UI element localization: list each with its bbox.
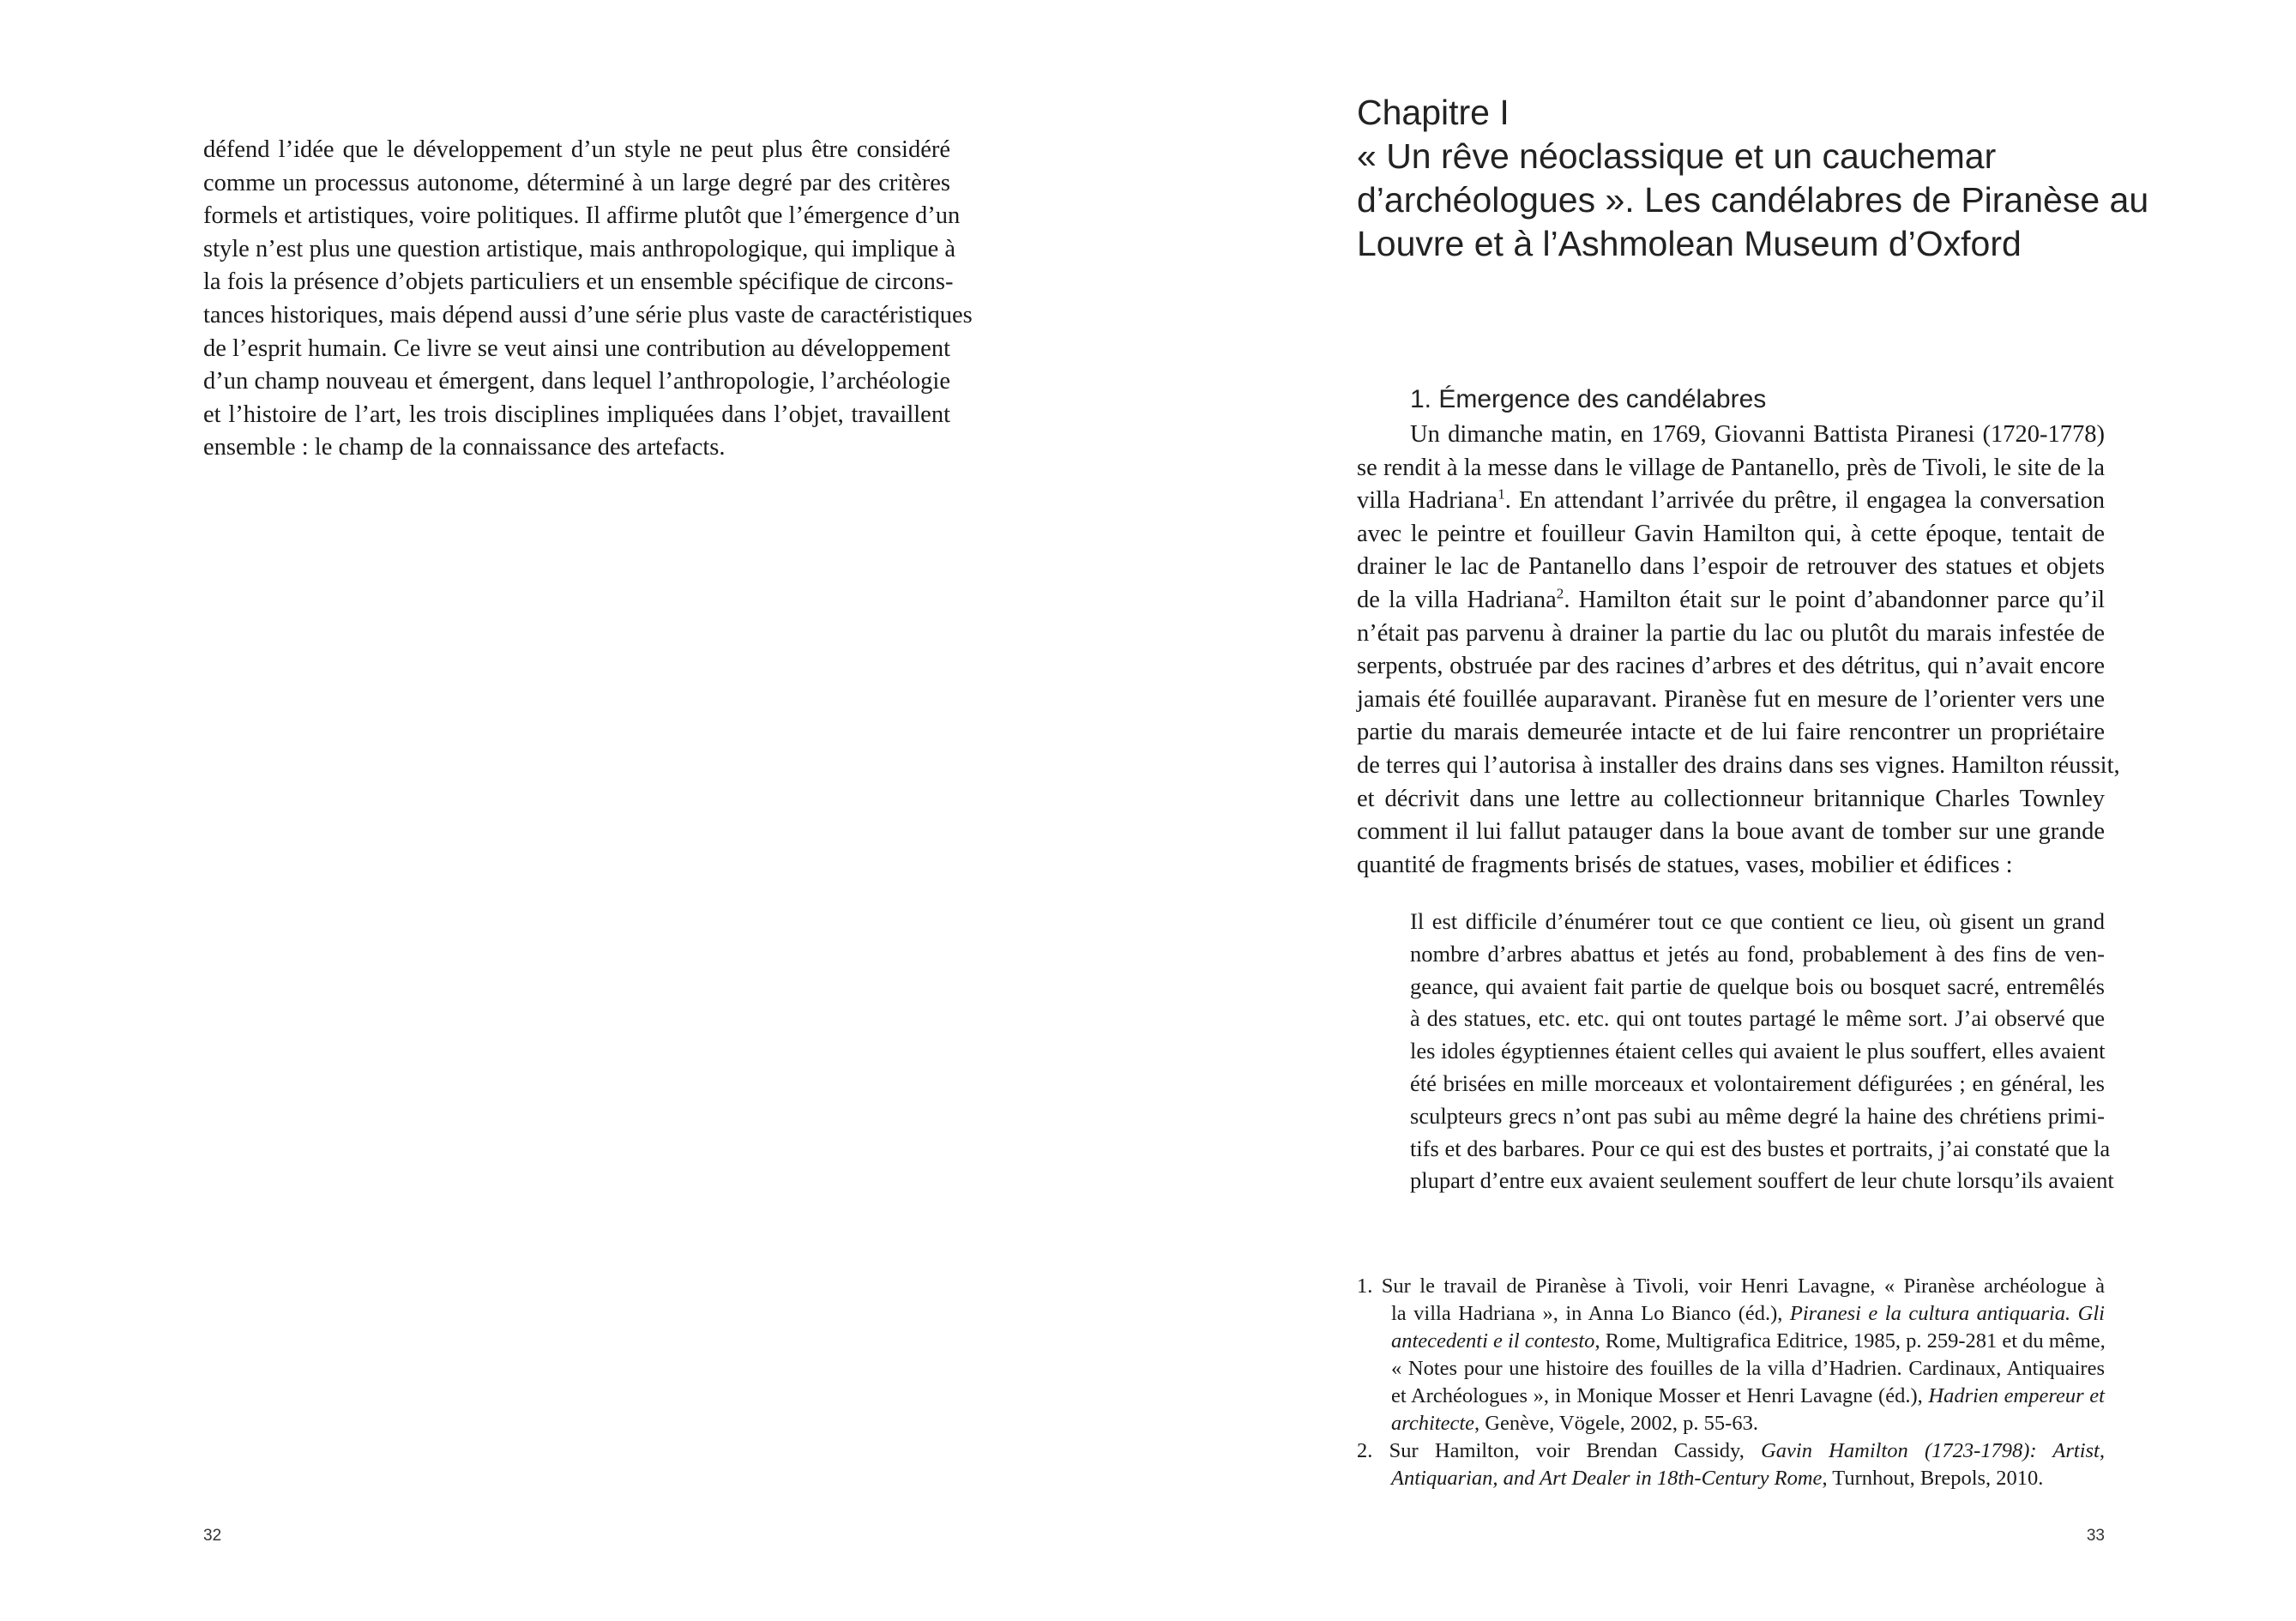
title-line: Louvre et à l’Ashmolean Museum d’Oxford: [1357, 224, 2022, 263]
text-segment: , Genève, Vögele, 2002, p. 55-63.: [1474, 1412, 1758, 1435]
footnote-ref: 1: [1498, 485, 1505, 503]
text-line: formels et artistiques, voire politiques. Il affirme plutôt que l’émergence d’un: [203, 202, 961, 230]
text-line: [1357, 452, 2105, 485]
text-segment: jamais été fouillée auparavant. Piranèse fut en mesure de l’orienter vers une: [1357, 685, 2105, 713]
text-line: [1357, 1410, 2105, 1437]
text-line: [1357, 816, 2105, 849]
text-segment: n’était pas parvenu à drainer la partie du lac ou plutôt du marais infestée de: [1357, 619, 2105, 647]
text-line: [1357, 849, 2105, 883]
quote-line: Il est difficile d’énumérer tout ce que contient ce lieu, où gisent un grand: [1410, 908, 2105, 934]
text-line: [1357, 1355, 2105, 1383]
text-line: [1357, 1383, 2105, 1410]
footnote: [1357, 1437, 2105, 1492]
text-segment: et Archéologues », in Monique Mosser et Henri Lavagne (éd.),: [1391, 1384, 1929, 1407]
quote-line: les idoles égyptiennes étaient celles qui avaient le plus souffert, elles avaient: [1410, 1038, 2106, 1064]
text-segment: . Hamilton était sur le point d’abandonner parce qu’il: [1564, 586, 2105, 613]
chapter-title: [1357, 91, 2149, 266]
text-line: [1357, 650, 2105, 684]
right-body-text: [1357, 419, 2120, 882]
quote-line: geance, qui avaient fait partie de quelque bois ou bosquet sacré, entremêlés: [1410, 973, 2105, 999]
text-segment: Antiquarian, and Art Dealer in 18th-Century Rome: [1391, 1467, 1823, 1490]
text-line: d’un champ nouveau et émergent, dans lequel l’anthropologie, l’archéologie: [203, 368, 950, 395]
section-heading: 1. Émergence des candélabres: [1410, 385, 1767, 413]
quote-line: nombre d’arbres abattus et jetés au fond, probablement à des fins de ven-: [1410, 940, 2105, 967]
text-line: [1357, 485, 2105, 518]
text-segment: serpents, obstruée par des racines d’arbres et des détritus, qui n’avait encore: [1357, 653, 2105, 680]
text-line: [1357, 1465, 2105, 1492]
text-segment: avec le peintre et fouilleur Gavin Hamilton qui, à cette époque, tentait de: [1357, 520, 2105, 547]
title-line: « Un rêve néoclassique et un cauchemar: [1357, 136, 1997, 176]
text-segment: comment il lui fallut patauger dans la boue avant de tomber sur une grande: [1357, 818, 2105, 846]
text-segment: 2. Sur Hamilton, voir Brendan Cassidy,: [1357, 1439, 1762, 1462]
text-line: [1357, 684, 2105, 717]
text-segment: antecedenti e il contesto: [1391, 1329, 1595, 1353]
text-segment: drainer le lac de Pantanello dans l’espoir de retrouver des statues et objets: [1357, 553, 2105, 581]
text-segment: . En attendant l’arrivée du prêtre, il engagea la conversation: [1504, 487, 2105, 515]
page-number-right: 33: [2086, 1527, 2105, 1545]
text-segment: Un dimanche matin, en 1769, Giovanni Battista Piranesi (1720-1778): [1410, 421, 2105, 448]
footnote: [1357, 1273, 2105, 1437]
text-line: la fois la présence d’objets particuliers et un ensemble spécifique de circons-: [203, 268, 954, 296]
text-segment: de terres qui l’autorisa à installer des drains dans ses vignes. Hamilton réussit,: [1357, 751, 2120, 779]
text-segment: de la villa Hadriana: [1357, 586, 1557, 613]
text-segment: se rendit à la messe dans le village de Pantanello, près de Tivoli, le site de la: [1357, 454, 2105, 481]
text-segment: villa Hadriana: [1357, 487, 1498, 515]
text-line: comme un processus autonome, déterminé à un large degré par des critères: [203, 169, 950, 196]
quote-line: sculpteurs grecs n’ont pas subi au même degré la haine des chrétiens primi-: [1410, 1102, 2105, 1129]
text-line: [1357, 551, 2105, 584]
text-line: [1357, 419, 2105, 452]
text-segment: et décrivit dans une lettre au collectionneur britannique Charles Townley: [1357, 785, 2105, 812]
text-line: et l’histoire de l’art, les trois disciplines impliquées dans l’objet, travaillent: [203, 401, 950, 428]
block-quote: [1410, 906, 2114, 1197]
text-segment: Hadrien empereur et: [1928, 1384, 2105, 1407]
text-segment: Gavin Hamilton (1723-1798): Artist,: [1761, 1439, 2105, 1462]
text-line: [1357, 1328, 2105, 1355]
text-segment: « Notes pour une histoire des fouilles de la villa d’Hadrien. Cardinaux, Antiquaires: [1391, 1357, 2105, 1380]
quote-line: plupart d’entre eux avaient seulement souffert de leur chute lorsqu’ils avaient: [1410, 1167, 2114, 1194]
text-line: [1357, 1437, 2105, 1465]
footnotes: [1357, 1273, 2105, 1492]
text-line: [1357, 1300, 2105, 1328]
text-segment: 1. Sur le travail de Piranèse à Tivoli, voir Henri Lavagne, « Piranèse archéologue à: [1357, 1275, 2105, 1298]
text-segment: architecte: [1391, 1412, 1475, 1435]
text-line: défend l’idée que le développement d’un style ne peut plus être considéré: [203, 136, 950, 163]
text-segment: Piranesi e la cultura antiquaria. Gli: [1789, 1302, 2105, 1325]
title-line: Chapitre I: [1357, 93, 1510, 132]
text-line: [1357, 518, 2105, 551]
quote-line: été brisées en mille morceaux et volontairement défigurées ; en général, les: [1410, 1070, 2105, 1096]
text-line: [1357, 716, 2105, 750]
page-number-left: 32: [203, 1527, 222, 1545]
text-segment: , Turnhout, Brepols, 2010.: [1822, 1467, 2044, 1490]
right-page: [1148, 0, 2296, 1621]
text-line: [1357, 783, 2105, 817]
text-line: tances historiques, mais dépend aussi d’une série plus vaste de caractéristiques: [203, 301, 973, 328]
text-line: [1357, 750, 2120, 783]
text-segment: , Rome, Multigrafica Editrice, 1985, p. 259-281 et du même,: [1594, 1329, 2106, 1353]
left-body-text: [203, 134, 973, 465]
quote-line: tifs et des barbares. Pour ce qui est des bustes et portraits, j’ai constaté que la: [1410, 1135, 2111, 1161]
footnote-ref: 2: [1556, 585, 1564, 602]
text-line: ensemble : le champ de la connaissance des artefacts.: [203, 434, 726, 461]
text-line: de l’esprit humain. Ce livre se veut ainsi une contribution au développement: [203, 334, 950, 362]
text-line: [1357, 584, 2105, 618]
title-line: d’archéologues ». Les candélabres de Piranèse au: [1357, 180, 2149, 220]
text-segment: quantité de fragments brisés de statues, vases, mobilier et édifices :: [1357, 851, 2013, 878]
text-line: [1357, 618, 2105, 651]
text-line: style n’est plus une question artistique, mais anthropologique, qui implique à: [203, 235, 956, 262]
text-segment: la villa Hadriana », in Anna Lo Bianco (éd.),: [1391, 1302, 1790, 1325]
quote-line: à des statues, etc. etc. qui ont toutes partagé le même sort. J’ai observé que: [1410, 1005, 2105, 1032]
text-segment: partie du marais demeurée intacte et de lui faire rencontrer un propriétaire: [1357, 719, 2105, 746]
text-line: [1357, 1273, 2105, 1300]
